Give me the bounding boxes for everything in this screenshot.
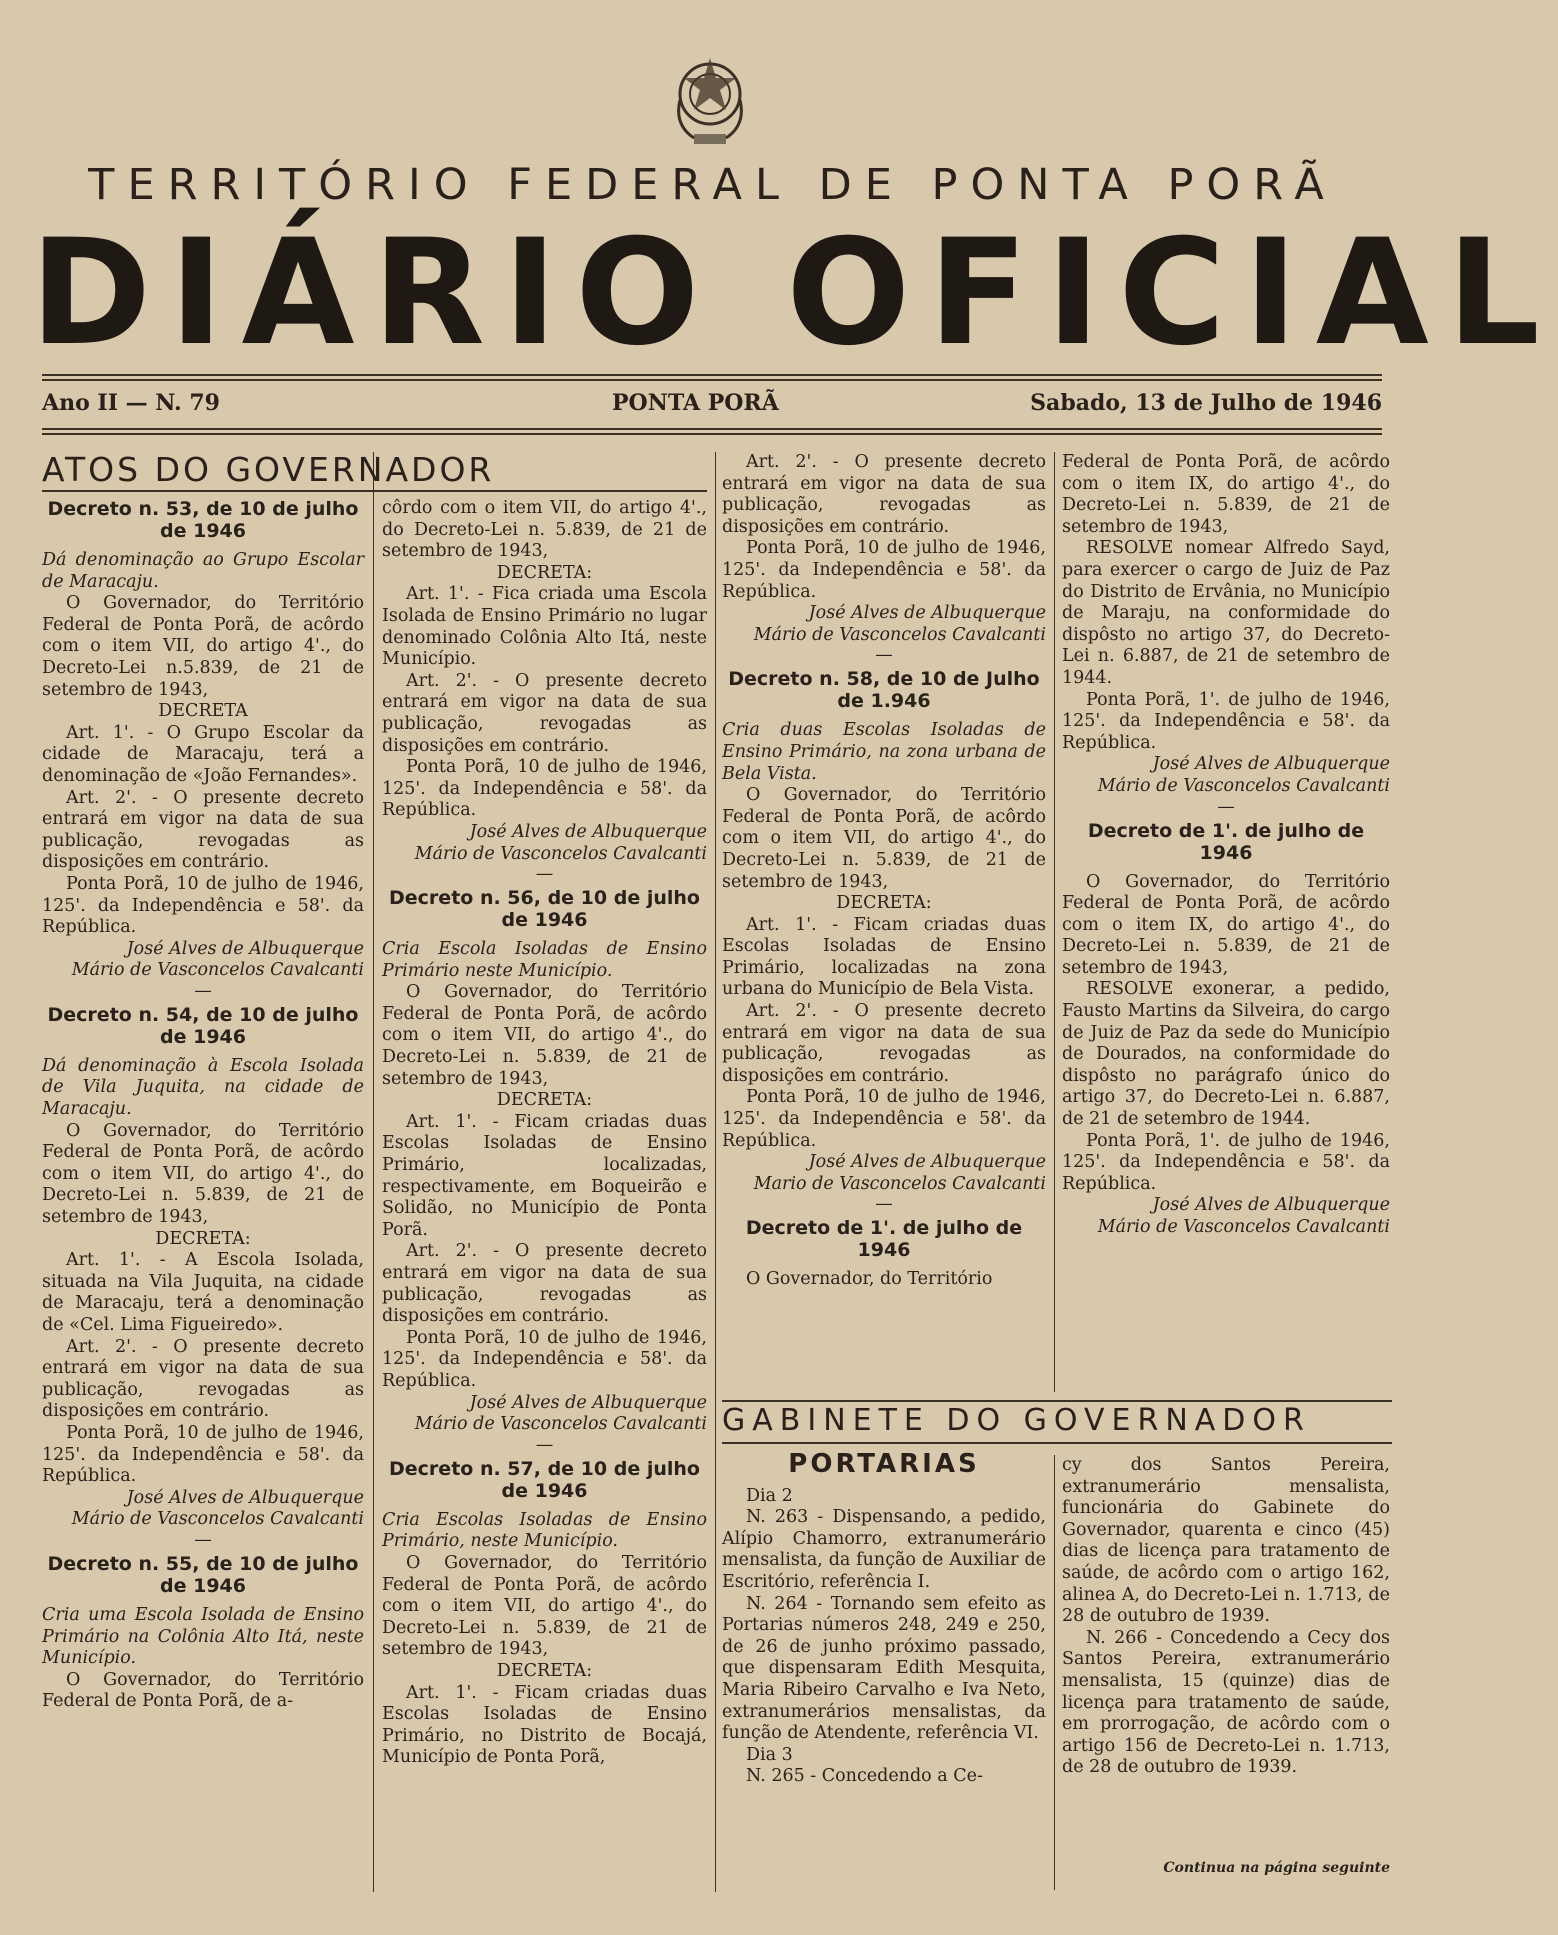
- decree-57-signature-1: José Alves de Albuquerque: [808, 603, 1046, 624]
- decree-56-decreta: DECRETA:: [496, 1090, 593, 1111]
- decree-54-place-date: Ponta Porã, 10 de julho de 1946, 125'. da Independência e 58'. da República.: [42, 1422, 364, 1487]
- issue-date: Sabado, 13 de Julho de 1946: [1030, 390, 1382, 416]
- decree-54-decreta: DECRETA:: [155, 1228, 251, 1249]
- decree-53-signature-1: José Alves de Albuquerque: [126, 938, 364, 959]
- column-divider-2: [715, 452, 716, 1892]
- decree-53-preamble: O Governador, do Território Federal de Ponta Porã, de acôrdo com o item VII, do artigo 4'., do Decreto-Lei n.5.839, de 21 de setembro de 1943,: [42, 593, 364, 700]
- decree-54-signature-1: José Alves de Albuquerque: [126, 1487, 364, 1508]
- portaria-263: N. 263 - Dispensando, a pedido, Alípio Chamorro, extranumerário mensalista, da função de Auxiliar de Escritório, referência I.: [722, 1507, 1046, 1592]
- decree-58-signature-2: Mario de Vasconcelos Cavalcanti: [753, 1173, 1046, 1194]
- section-atos-heading: ATOS DO GOVERNADOR: [42, 450, 707, 492]
- masthead-rule-top: [42, 374, 1382, 376]
- issue-rule-bottom-2: [42, 433, 1382, 435]
- portarias-heading: PORTARIAS: [788, 1449, 980, 1479]
- decree-56-signature-1: José Alves de Albuquerque: [469, 1392, 707, 1413]
- issue-rule-bottom: [42, 428, 1382, 430]
- decree-58-decreta: DECRETA:: [836, 893, 932, 914]
- column-3: [722, 452, 1046, 1392]
- decree-53-decreta: DECRETA: [158, 701, 248, 722]
- territory-heading: TERRITÓRIO FEDERAL DE PONTA PORÃ: [88, 160, 1337, 210]
- coat-of-arms-emblem: [664, 50, 756, 150]
- portarias-column-left: [722, 1448, 1046, 1890]
- decree-57-art2: Art. 2'. - O presente decreto entrará em vigor na data de sua publicação, revogadas as disposições em contrário.: [722, 452, 1046, 537]
- decree-56-signature-2: Mário de Vasconcelos Cavalcanti: [414, 1414, 707, 1435]
- decree-55-decreta: DECRETA:: [496, 562, 593, 583]
- decree-58-place-date: Ponta Porã, 10 de julho de 1946, 125'. da Independência e 58'. da República.: [722, 1087, 1046, 1151]
- decree-july1-title: Decreto de 1'. de julho de 1946: [745, 1217, 1023, 1262]
- decree-57-summary: Cria Escolas Isoladas de Ensino Primário, neste Município.: [382, 1509, 707, 1552]
- decree-55-preamble: O Governador, do Território Federal de Ponta Porã, de a-: [42, 1669, 364, 1712]
- decree-july1b-title: Decreto de 1'. de julho de 1946: [1087, 819, 1365, 864]
- decree-july1-preamble-cont: Federal de Ponta Porã, de acôrdo com o item IX, do artigo 4'., do Decreto-Lei n. 5.839, de 21 de setembro de 1943,: [1062, 452, 1390, 537]
- decree-58-signature-1: José Alves de Albuquerque: [808, 1152, 1046, 1173]
- separator-dash: —: [535, 864, 554, 885]
- decree-july1b-signature-1: José Alves de Albuquerque: [1152, 1195, 1390, 1216]
- separator-dash: —: [535, 1434, 554, 1455]
- decree-58-art2: Art. 2'. - O presente decreto entrará em vigor na data de sua publicação, revogadas as disposições em contrário.: [722, 1001, 1046, 1086]
- decree-56-place-date: Ponta Porã, 10 de julho de 1946, 125'. da Independência e 58'. da República.: [382, 1327, 707, 1391]
- decree-54-summary: Dá denominação à Escola Isolada de Vila Juquita, na cidade de Maracaju.: [42, 1055, 364, 1120]
- separator-dash: —: [875, 1194, 893, 1215]
- decree-56-art2: Art. 2'. - O presente decreto entrará em vigor na data de sua publicação, revogadas as disposições em contrário.: [382, 1241, 707, 1327]
- decree-july1b-resolve: RESOLVE exonerar, a pedido, Fausto Martins da Silveira, do cargo de Juiz de Paz da sede do Município de Dourados, na conformidade do dispôsto no parágrafo único do artigo 37, do Decreto-Lei n. 6.887, de 21 de setembro de 1944.: [1062, 979, 1390, 1130]
- decree-56-summary: Cria Escola Isoladas de Ensino Primário neste Município.: [382, 939, 707, 981]
- decree-55-art1: Art. 1'. - Fica criada uma Escola Isolada de Ensino Primário no lugar denominado Colônia Alto Itá, neste Município.: [382, 584, 707, 670]
- decree-53-art2: Art. 2'. - O presente decreto entrará em vigor na data de sua publicação, revogadas as disposições em contrário.: [42, 787, 364, 873]
- decree-53-art1: Art. 1'. - O Grupo Escolar da cidade de Maracaju, terá a denominação de «João Fernandes».: [42, 722, 364, 786]
- decree-56-art1: Art. 1'. - Ficam criadas duas Escolas Isoladas de Ensino Primário, localizadas, respectivamente, em Boqueirão e Solidão, no Município de Ponta Porã.: [382, 1111, 707, 1240]
- decree-july1-preamble: O Governador, do Território: [746, 1269, 993, 1290]
- portarias-column-right: [1062, 1455, 1390, 1855]
- decree-54-art2: Art. 2'. - O presente decreto entrará em vigor na data de sua publicação, revogadas as disposições em contrário.: [42, 1336, 364, 1422]
- column-divider-1: [373, 452, 374, 1892]
- portaria-265-cont: cy dos Santos Pereira, extranumerário mensalista, funcionária do Gabinete do Governador, quarenta e cinco (45) dias de licença para tratamento de saúde, de acôrdo com o artigo 162, alinea A, do Decreto-Lei n. 1.713, de 28 de outubro de 1939.: [1062, 1455, 1390, 1627]
- decree-53-title: Decreto n. 53, de 10 de julho de 1946: [47, 498, 359, 542]
- portaria-day-3: Dia 3: [746, 1744, 793, 1765]
- decree-july1-resolve: RESOLVE nomear Alfredo Sayd, para exercer o cargo de Juiz de Paz do Distrito de Ervânia, no Município de Maraju, na conformidade do dispôsto no artigo 37, do Decreto-Lei n. 6.887, de 21 de setembro de 1944.: [1062, 538, 1390, 688]
- decree-54-art1: Art. 1'. - A Escola Isolada, situada na Vila Juquita, na cidade de Maracaju, terá a denominação de «Cel. Lima Figueiredo».: [42, 1250, 364, 1335]
- masthead-title: DIÁRIO OFICIAL: [30, 208, 1558, 378]
- decree-57-place-date: Ponta Porã, 10 de julho de 1946, 125'. da Independência e 58'. da República.: [722, 538, 1046, 602]
- masthead-rule-top-2: [42, 379, 1382, 381]
- column-2: [382, 498, 707, 1890]
- separator-dash: —: [875, 645, 893, 666]
- decree-july1-signature-2: Mário de Vasconcelos Cavalcanti: [1097, 775, 1390, 796]
- decree-july1-signature-1: José Alves de Albuquerque: [1152, 754, 1390, 775]
- portaria-265: N. 265 - Concedendo a Ce-: [746, 1766, 983, 1787]
- decree-57-signature-2: Mário de Vasconcelos Cavalcanti: [753, 624, 1046, 645]
- portaria-266: N. 266 - Concedendo a Cecy dos Santos Pereira, extranumerário mensalista, 15 (quinze) dias de licença para tratamento de saúde, em prorrogação, de acôrdo com o artigo 156 de Decreto-Lei n. 1.713, de 28 de outubro de 1939.: [1062, 1627, 1390, 1778]
- separator-dash: —: [1217, 796, 1235, 817]
- column-1: [42, 450, 495, 1890]
- portaria-day-2: Dia 2: [746, 1485, 793, 1506]
- separator-dash: —: [194, 1529, 212, 1550]
- decree-54-title: Decreto n. 54, de 10 de julho de 1946: [47, 1003, 359, 1048]
- separator-dash: —: [194, 980, 212, 1001]
- decree-july1b-place-date: Ponta Porã, 1'. de julho de 1946, 125'. da Independência e 58'. da República.: [1062, 1130, 1390, 1194]
- decree-53-place-date: Ponta Porã, 10 de julho de 1946, 125'. da Independência e 58'. da República.: [42, 873, 364, 938]
- decree-54-signature-2: Mário de Vasconcelos Cavalcanti: [71, 1509, 364, 1530]
- portaria-264: N. 264 - Tornando sem efeito as Portarias números 248, 249 e 250, de 26 de junho próximo passado, que dispensaram Edith Mesquita, Maria Ribeiro Carvalho e Iva Neto, extranumerários mensalistas, da função de Atendente, referência VI.: [722, 1593, 1046, 1744]
- decree-55-summary: Cria uma Escola Isolada de Ensino Primário na Colônia Alto Itá, neste Município.: [42, 1604, 364, 1669]
- continued-note: Continua na página seguinte: [1163, 1860, 1390, 1876]
- column-4: [1062, 452, 1390, 1392]
- decree-55-place-date: Ponta Porã, 10 de julho de 1946, 125'. da Independência e 58'. da República.: [382, 757, 707, 821]
- issue-line: [42, 390, 1382, 424]
- decree-53-signature-2: Mário de Vasconcelos Cavalcanti: [71, 960, 364, 981]
- decree-55-title: Decreto n. 55, de 10 de julho de 1946: [47, 1552, 359, 1597]
- decree-july1b-preamble: O Governador, do Território Federal de Ponta Porã, de acôrdo com o item IX, do artigo 4'., do Decreto-Lei n. 5.839, de 21 de setembro de 1943,: [1062, 871, 1390, 978]
- decree-58-summary: Cria duas Escolas Isoladas de Ensino Primário, na zona urbana de Bela Vista.: [722, 720, 1046, 784]
- decree-55-preamble-cont: côrdo com o item VII, do artigo 4'., do Decreto-Lei n. 5.839, de 21 de setembro de 1943,: [382, 498, 707, 562]
- decree-56-preamble: O Governador, do Território Federal de Ponta Porã, de acôrdo com o item VII, do artigo 4'., do Decreto-Lei n. 5.839, de 21 de setembro de 1943,: [382, 982, 707, 1089]
- issue-number: Ano II — N. 79: [42, 390, 220, 416]
- decree-57-decreta: DECRETA:: [496, 1660, 593, 1681]
- decree-57-preamble: O Governador, do Território Federal de Ponta Porã, de acôrdo com o item VII, do artigo 4'., do Decreto-Lei n. 5.839, de 21 de setembro de 1943,: [382, 1552, 707, 1660]
- decree-57-art1: Art. 1'. - Ficam criadas duas Escolas Isoladas de Ensino Primário, no Distrito de Bocajá, Município de Ponta Porã,: [382, 1682, 707, 1768]
- decree-53-summary: Dá denominação ao Grupo Escolar de Maracaju.: [42, 550, 364, 592]
- section-gabinete-heading: GABINETE DO GOVERNADOR: [722, 1400, 1392, 1444]
- column-divider-3: [1054, 452, 1055, 1392]
- decree-54-preamble: O Governador, do Território Federal de Ponta Porã, de acôrdo com o item VII, do artigo 4'., do Decreto-Lei n. 5.839, de 21 de setembro de 1943,: [42, 1120, 364, 1228]
- decree-57-title: Decreto n. 57, de 10 de julho de 1946: [389, 1457, 700, 1502]
- decree-55-signature-1: José Alves de Albuquerque: [469, 821, 707, 842]
- issue-city: PONTA PORÃ: [612, 390, 779, 416]
- decree-55-signature-2: Mário de Vasconcelos Cavalcanti: [414, 843, 707, 864]
- decree-58-preamble: O Governador, do Território Federal de Ponta Porã, de acôrdo com o item VII, do artigo 4'., do Decreto-Lei n. 5.839, de 21 de setembro de 1943,: [722, 785, 1046, 892]
- decree-58-title: Decreto n. 58, de 10 de Julho de 1.946: [728, 668, 1040, 713]
- decree-56-title: Decreto n. 56, de 10 de julho de 1946: [389, 887, 700, 932]
- decree-july1-place-date: Ponta Porã, 1'. de julho de 1946, 125'. da Independência e 58'. da República.: [1062, 689, 1390, 753]
- decree-july1b-signature-2: Mário de Vasconcelos Cavalcanti: [1097, 1217, 1390, 1237]
- decree-55-art2: Art. 2'. - O presente decreto entrará em vigor na data de sua publicação, revogadas as disposições em contrário.: [382, 670, 707, 756]
- decree-58-art1: Art. 1'. - Ficam criadas duas Escolas Isoladas de Ensino Primário, localizadas na zona urbana do Município de Bela Vista.: [722, 914, 1046, 1000]
- column-divider-4: [1054, 1455, 1055, 1890]
